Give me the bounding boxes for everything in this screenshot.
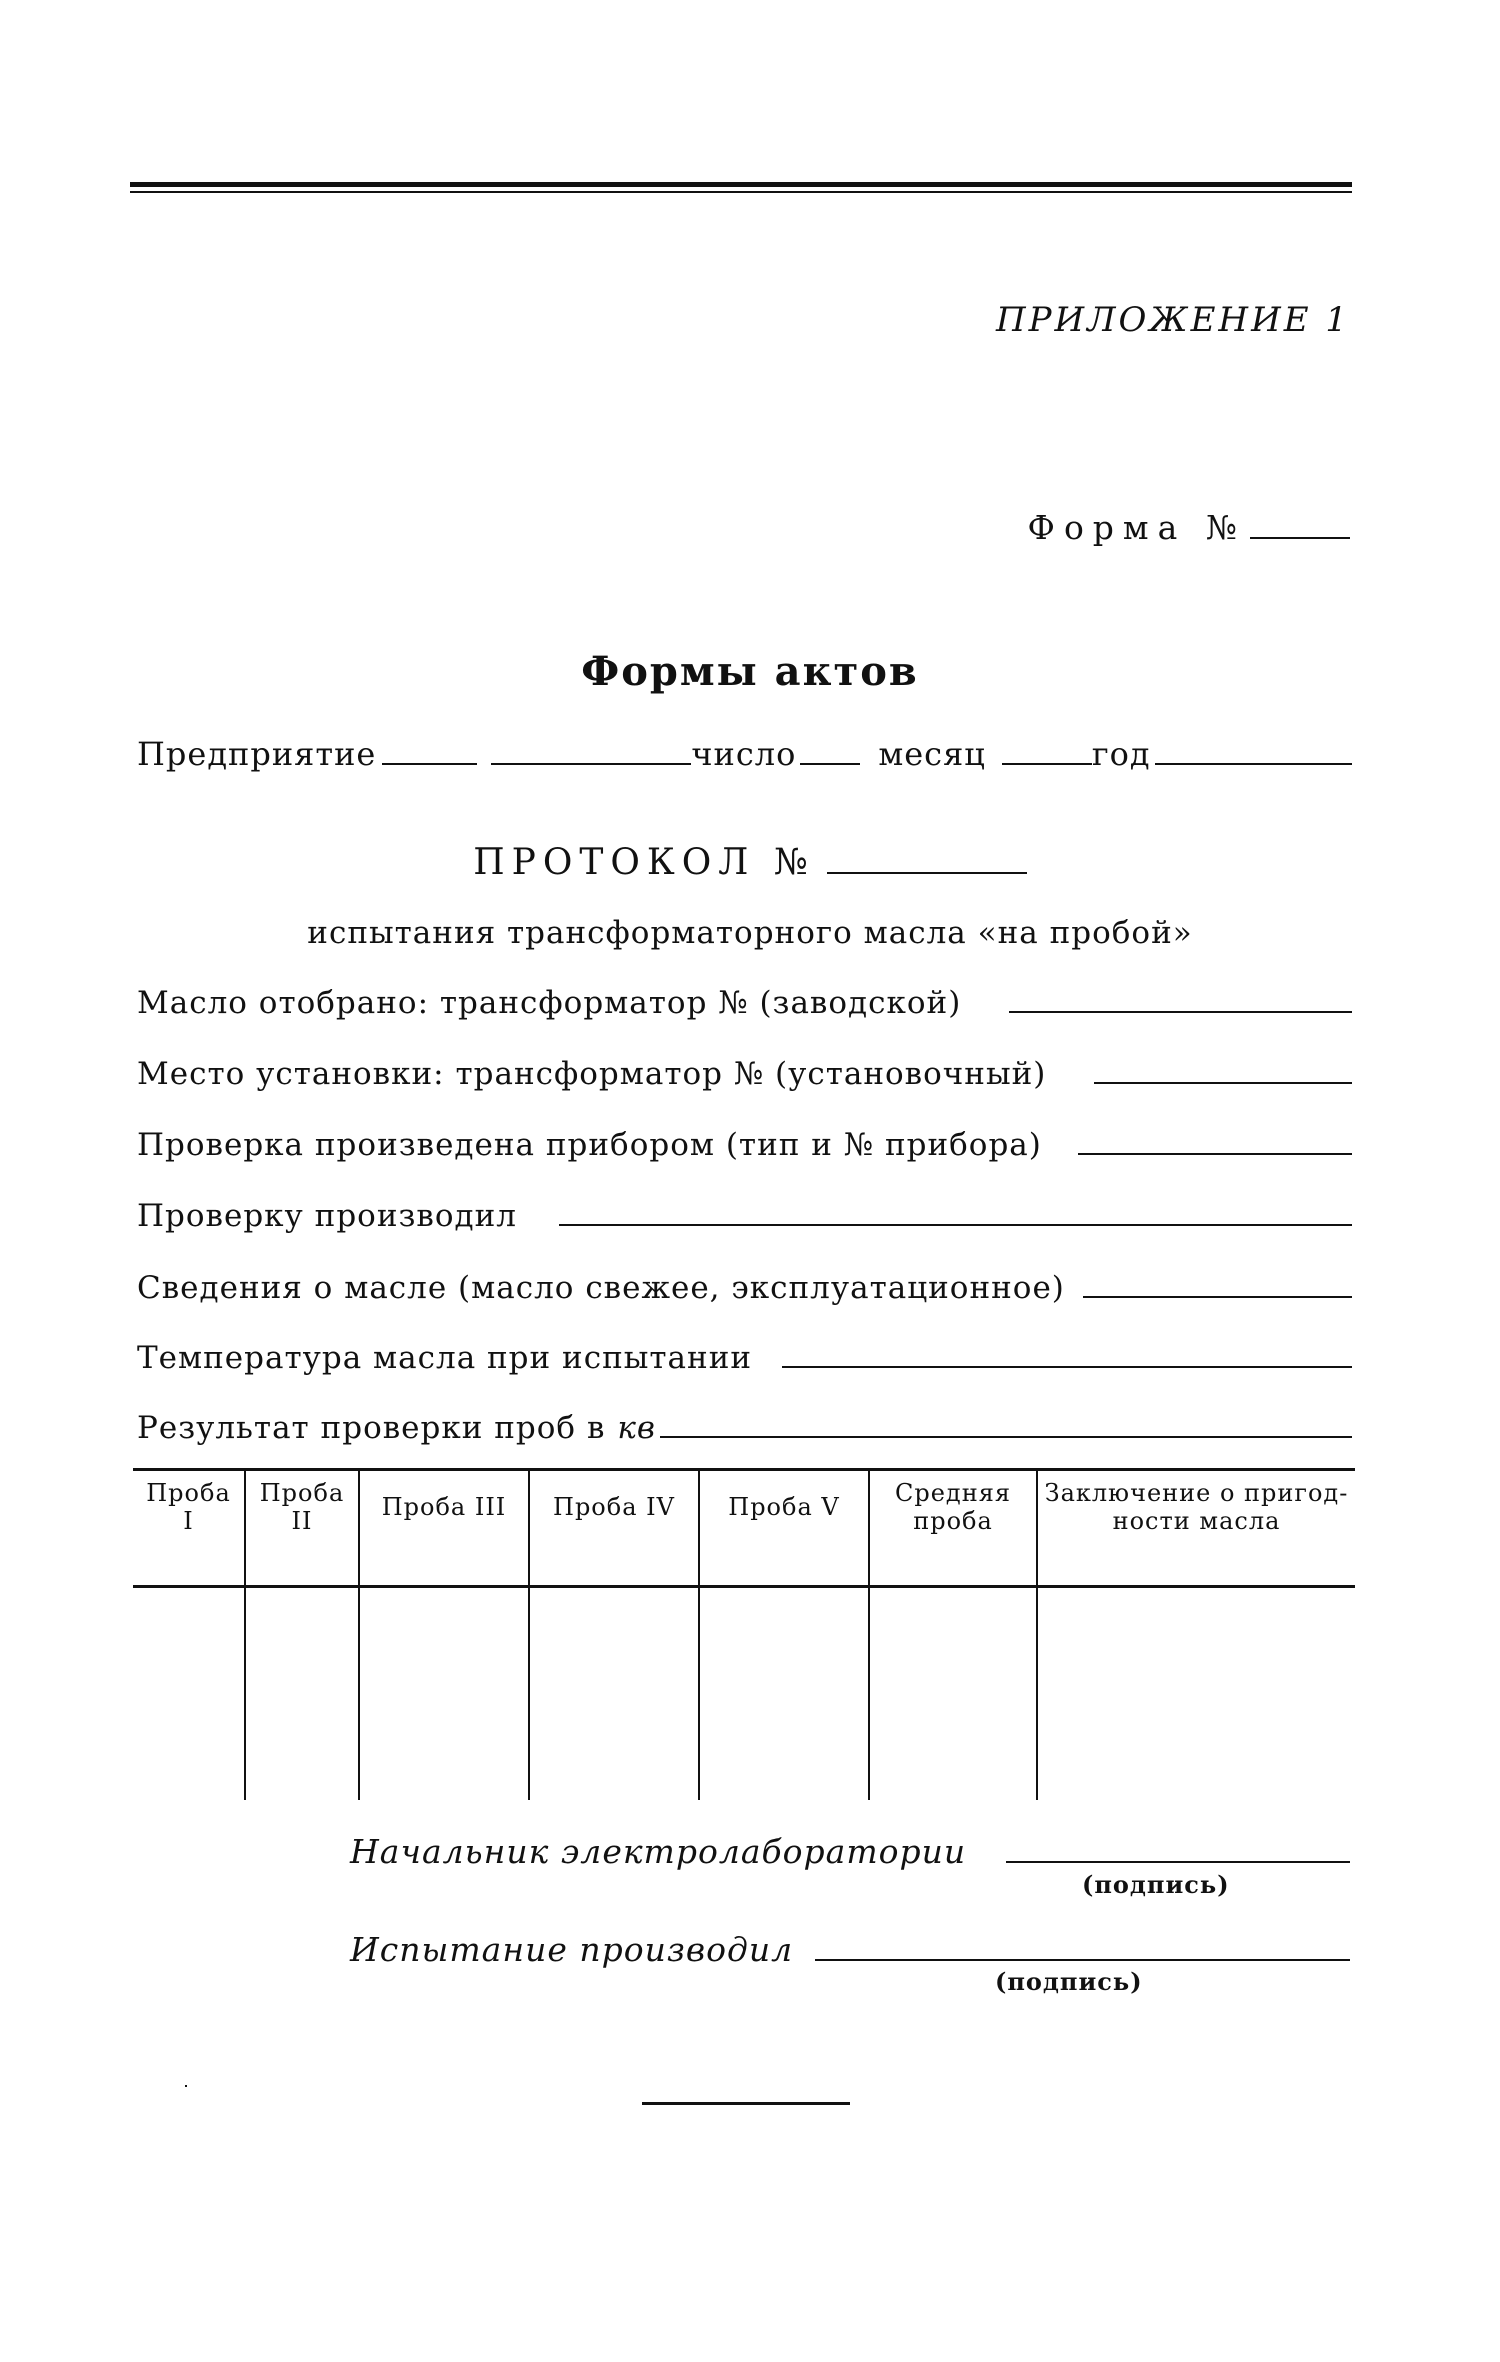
field-label: Проверка произведена прибором (тип и № прибора)	[137, 1127, 1042, 1163]
day-label: число	[691, 735, 797, 773]
enterprise-blank-2[interactable]	[491, 741, 691, 765]
cell-conclusion[interactable]	[1037, 1587, 1355, 1801]
field-label: Температура масла при испытании	[137, 1340, 753, 1376]
year-blank[interactable]	[1155, 741, 1352, 765]
cell-sample-3[interactable]	[359, 1587, 529, 1801]
field-install-place	[137, 1056, 1352, 1104]
result-blank[interactable]	[660, 1416, 1352, 1438]
protocol-label: ПРОТОКОЛ №	[473, 842, 815, 883]
form-number-blank[interactable]	[1250, 509, 1350, 539]
field-blank[interactable]	[1078, 1133, 1352, 1155]
signature-tester-label: Испытание производил	[350, 1930, 794, 1969]
page-title: Формы актов	[581, 648, 919, 695]
protocol-subtitle: испытания трансформаторного масла «на пробой»	[307, 915, 1193, 951]
col-header-conclusion: Заключение о пригод- ности масла	[1037, 1470, 1355, 1587]
enterprise-blank-1[interactable]	[382, 741, 477, 765]
cell-sample-4[interactable]	[529, 1587, 699, 1801]
col-header-sample-1: Проба I	[133, 1470, 245, 1587]
day-blank[interactable]	[800, 741, 860, 765]
scan-speck	[185, 2085, 187, 2087]
month-label: месяц	[878, 735, 986, 773]
field-label: Сведения о масле (масло свежее, эксплуатационное)	[137, 1270, 1065, 1306]
cell-sample-1[interactable]	[133, 1587, 245, 1801]
meta-line	[137, 735, 1352, 785]
col-header-sample-5: Проба V	[699, 1470, 869, 1587]
footer-rule	[642, 2102, 850, 2105]
field-blank[interactable]	[1009, 991, 1352, 1013]
field-oil-temperature	[137, 1340, 1352, 1388]
cell-sample-5[interactable]	[699, 1587, 869, 1801]
field-blank[interactable]	[1094, 1062, 1352, 1084]
signature-tester	[350, 1930, 1350, 1978]
table-row	[133, 1587, 1355, 1801]
col-header-sample-3: Проба III	[359, 1470, 529, 1587]
table-header-row	[133, 1470, 1355, 1587]
field-oil-info	[137, 1270, 1352, 1318]
field-result	[137, 1410, 1352, 1458]
field-blank[interactable]	[1083, 1276, 1352, 1298]
field-device	[137, 1127, 1352, 1175]
field-label: Масло отобрано: трансформатор № (заводской)	[137, 985, 962, 1021]
field-blank[interactable]	[559, 1204, 1352, 1226]
cell-average[interactable]	[869, 1587, 1037, 1801]
field-oil-sampled	[137, 985, 1352, 1033]
field-blank[interactable]	[782, 1346, 1352, 1368]
col-header-average: Средняя проба	[869, 1470, 1037, 1587]
result-unit: кв	[617, 1410, 656, 1446]
col-header-sample-2: Проба II	[245, 1470, 359, 1587]
signature-tester-note: (подпись)	[995, 1967, 1143, 1996]
result-label: Результат проверки проб в	[137, 1410, 606, 1446]
header-rule-thick	[130, 182, 1352, 187]
header-rule-thin	[130, 191, 1352, 193]
field-tester	[137, 1198, 1352, 1246]
protocol-heading	[0, 842, 1500, 883]
year-label: год	[1091, 735, 1151, 773]
enterprise-label: Предприятие	[137, 735, 377, 773]
signature-tester-line[interactable]	[815, 1941, 1350, 1961]
appendix-label: ПРИЛОЖЕНИЕ 1	[995, 300, 1350, 340]
month-blank[interactable]	[1002, 741, 1092, 765]
field-label: Проверку производил	[137, 1198, 517, 1234]
protocol-number-blank[interactable]	[827, 848, 1027, 874]
cell-sample-2[interactable]	[245, 1587, 359, 1801]
signature-head-label: Начальник электролаборатории	[350, 1832, 967, 1871]
results-table	[133, 1468, 1355, 1800]
form-number-label: Форма №	[1027, 508, 1246, 547]
form-number	[1028, 508, 1350, 547]
signature-head-note: (подпись)	[1082, 1870, 1230, 1899]
field-label: Место установки: трансформатор № (установочный)	[137, 1056, 1047, 1092]
col-header-sample-4: Проба IV	[529, 1470, 699, 1587]
signature-head-line[interactable]	[1006, 1843, 1350, 1863]
